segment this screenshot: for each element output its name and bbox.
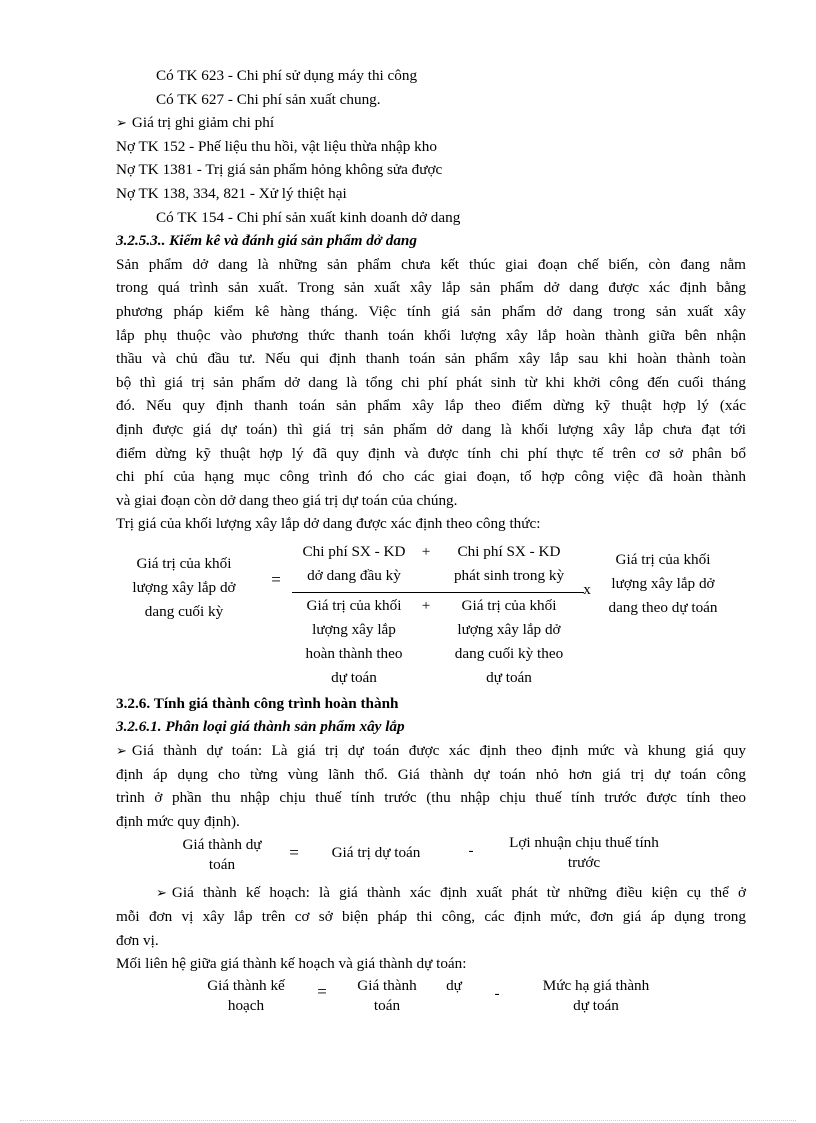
formula2-minus: -: [468, 842, 474, 860]
plan-formula: [116, 976, 746, 1024]
credit-line-627: Có TK 627 - Chi phí sản xuất chung.: [156, 90, 381, 108]
debit-line-1381: Nợ TK 1381 - Trị giá sản phẩm hỏng không sửa được: [116, 161, 443, 179]
section-heading-3261: 3.2.6.1. Phân loại giá thành sản phẩm xây lắp: [116, 718, 405, 736]
para-line: [116, 739, 746, 763]
para-line: [116, 881, 746, 905]
para-line: thầu và chủ đầu tư. Nếu qui định thanh toán sản phẩm xây lắp sau khi hoàn thành toàn: [116, 350, 746, 368]
formula-text: Giá trị của khối: [136, 554, 232, 572]
formula-text: hoạch: [227, 996, 265, 1014]
formula-denominator-a: [286, 594, 422, 690]
formula3-mid-suffix: dự: [446, 976, 462, 994]
debit-line-138: Nợ TK 138, 334, 821 - Xử lý thiệt hại: [116, 184, 347, 202]
para-line: đó. Nếu quy định thanh toán sản phẩm xây lắp theo điểm dừng kỹ thuật hợp lý (xác: [116, 397, 746, 415]
formula2-lhs: [162, 835, 282, 875]
formula-plus: +: [421, 596, 431, 614]
decrease-heading: ➢ Giá trị ghi giảm chi phí: [116, 111, 746, 135]
page-bottom-border: [20, 1120, 796, 1121]
para-line: và giai đoạn còn dở dang theo giá trị dự toán của chúng.: [116, 491, 458, 509]
formula3-equals: =: [317, 981, 327, 1001]
debit-line-152: Nợ TK 152 - Phế liệu thu hồi, vật liệu thừa nhập kho: [116, 137, 437, 155]
formula-numerator-a: [286, 540, 422, 588]
formula-text: dang cuối kỳ theo: [454, 644, 564, 662]
estimate-paragraph: [116, 739, 746, 833]
para-line: Sản phẩm dở dang là những sản phẩm chưa kết thúc giai đoạn chế biến, còn đang nằm: [116, 255, 746, 273]
formula-text: lượng xây lắp dở: [457, 620, 561, 638]
formula-rhs: [594, 548, 732, 620]
formula-text: lượng xây lắp dở: [611, 574, 715, 592]
document-page: [116, 64, 746, 1024]
formula2-equals: =: [289, 843, 299, 863]
formula-text: Chi phí SX - KD: [302, 542, 406, 560]
formula2-mid: Giá trị dự toán: [331, 844, 421, 862]
formula-text: Giá thành kế: [207, 976, 285, 994]
formula-times: x: [583, 580, 591, 598]
para-text: Giá thành dự toán: Là giá trị dự toán được xác định theo định mức và khung giá quy: [131, 742, 746, 760]
para-line: trong quá trình sản xuất. Trong sản xuất xây lắp sản phẩm dở dang được xác định bằng: [116, 279, 746, 297]
para-line: trình ở phần thu nhập chịu thuế tính trước (thu nhập chịu thuế tính trước được tính theo: [116, 789, 746, 807]
formula-text: dang cuối kỳ: [144, 602, 224, 620]
formula-text: Giá thành: [357, 976, 417, 994]
formula-text: Lợi nhuận chịu thuế tính: [509, 834, 659, 852]
para-line: điểm dừng kỹ thuật hợp lý đã quy định và được tính chi phí thực tế trên cơ sở phân bổ: [116, 444, 746, 462]
para-line: đơn vị.: [116, 931, 159, 949]
formula-text: dự toán: [486, 668, 532, 686]
formula-text: hoàn thành theo: [305, 644, 403, 662]
formula-text: Giá trị của khối: [306, 596, 402, 614]
section-heading-3253: 3.2.5.3.. Kiểm kê và đánh giá sản phẩm dở dang: [116, 232, 417, 250]
plan-paragraph: [116, 881, 746, 952]
formula-text: Giá trị của khối: [461, 596, 557, 614]
bullet-icon: [116, 742, 132, 759]
formula3-lhs: [188, 976, 304, 1016]
wip-paragraph: [116, 253, 746, 513]
formula3-mid: [342, 976, 432, 1016]
section-heading-326: 3.2.6. Tính giá thành công trình hoàn thành: [116, 694, 399, 712]
formula-text: phát sinh trong kỳ: [453, 566, 565, 584]
para-line: phương pháp kiểm kê hàng tháng. Việc tính giá sản phẩm dở dang trong sản xuất xây: [116, 302, 746, 320]
formula-plus: +: [421, 542, 431, 560]
formula-denominator-b: [434, 594, 584, 690]
para-line: lắp phụ thuộc vào phương thức thanh toán khối lượng xây lắp hoàn thành giữa bên nhận: [116, 326, 746, 344]
relation-intro: Mối liên hệ giữa giá thành kế hoạch và giá thành dự toán:: [116, 955, 467, 973]
formula-intro: Trị giá của khối lượng xây lắp dở dang được xác định theo công thức:: [116, 515, 541, 533]
formula-text: toán: [373, 996, 401, 1014]
formula-text: lượng xây lắp dở: [132, 578, 236, 596]
formula-text: toán: [208, 856, 236, 874]
formula-text: trước: [567, 854, 601, 872]
wip-formula: [116, 540, 746, 686]
formula2-rhs: [498, 833, 670, 873]
bullet-icon: [156, 884, 172, 901]
para-line: định mức quy định).: [116, 812, 240, 830]
formula-numerator-b: [434, 540, 584, 588]
para-line: định được giá dự toán) thì giá trị sản phẩm dở dang là khối lượng xây lắp chưa đạt tới: [116, 420, 746, 438]
credit-line-154: Có TK 154 - Chi phí sản xuất kinh doanh dở dang: [156, 208, 461, 226]
fraction-bar: [292, 592, 584, 593]
para-line: bộ thì giá trị sản phẩm dở dang là tổng chi phí phát sinh từ khi khởi công đến cuối tháng: [116, 373, 746, 391]
formula3-rhs: [526, 976, 666, 1016]
para-line: định áp dụng cho từng vùng lãnh thổ. Giá thành dự toán nhỏ hơn giá trị dự toán công: [116, 765, 746, 783]
credit-line-623: Có TK 623 - Chi phí sử dụng máy thi công: [156, 67, 418, 84]
formula-text: Giá thành dự: [182, 836, 262, 854]
formula-text: lượng xây lắp: [312, 620, 396, 638]
formula-equals: =: [271, 569, 281, 589]
formula-text: dở dang đầu kỳ: [307, 566, 401, 584]
para-text: Giá thành kế hoạch: là giá thành xác định xuất phát từ những điều kiện cụ thể ở: [171, 884, 746, 902]
para-line: mỗi đơn vị xây lắp trên cơ sở biện pháp thi công, các định mức, đơn giá áp dụng trong: [116, 908, 746, 926]
formula-text: dang theo dự toán: [608, 598, 718, 616]
formula-text: Mức hạ giá thành: [542, 976, 650, 994]
formula-text: dự toán: [331, 668, 377, 686]
para-line: chi phí của hạng mục công trình đó cho các giai đoạn, tổ hợp công việc đã hoàn thành: [116, 468, 746, 486]
formula-text: dự toán: [573, 996, 619, 1014]
formula-text: Giá trị của khối: [615, 550, 711, 568]
formula-lhs: [116, 552, 252, 624]
formula-text: Chi phí SX - KD: [457, 542, 561, 560]
estimate-formula: [116, 833, 746, 881]
formula3-minus: -: [494, 984, 500, 1002]
